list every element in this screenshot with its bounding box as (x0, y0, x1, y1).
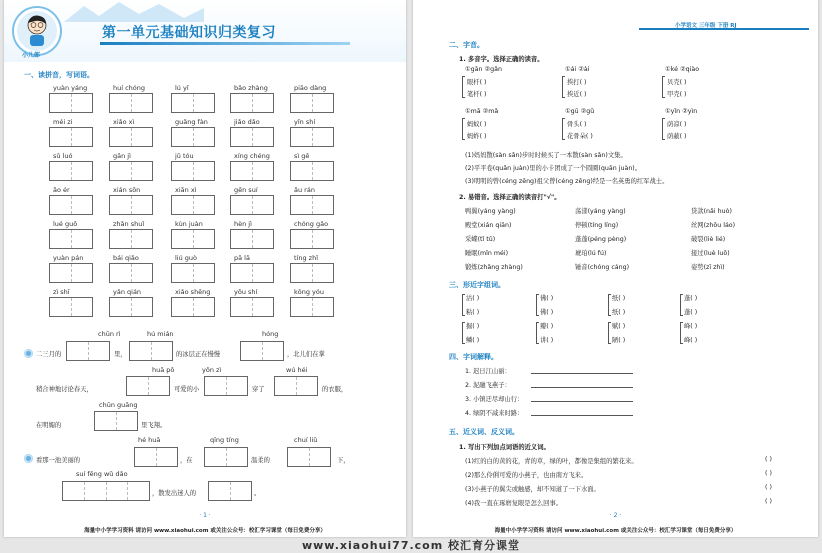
pronunciation-item: 蓬蓬(péng pèng) (575, 236, 627, 243)
writing-box[interactable] (230, 263, 274, 283)
paragraph-text: 二三月的 (36, 351, 62, 358)
brace-mark (462, 118, 465, 140)
answer-parentheses: ( ) (765, 470, 772, 477)
pinyin-label: jiǎo dǎo (234, 118, 260, 126)
footer: 海量中小学学习资料 请访问 www.xiaohui.com 或关注公众号：校汇学习课堂（每日免费分享） (84, 528, 326, 534)
writing-box[interactable] (240, 341, 284, 361)
polyphone-item: 笔杆( ) (467, 91, 487, 98)
left-page (4, 0, 406, 537)
pinyin-label: bǎo zhàng (234, 84, 268, 92)
pinyin-label: méi zi (53, 118, 73, 126)
writing-box[interactable] (230, 297, 274, 317)
writing-box[interactable] (290, 161, 334, 181)
writing-box[interactable] (49, 161, 93, 181)
pinyin-label: chūn guāng (99, 401, 138, 409)
writing-box[interactable] (230, 93, 274, 113)
pinyin-label: sì gē (294, 152, 310, 160)
paragraph-text: 穿了 (252, 386, 265, 393)
brace-mark (680, 294, 683, 316)
flower-icon (24, 454, 33, 463)
paragraph-text: 。 (254, 490, 261, 497)
paragraph-text: ，散发出迷人的 (152, 490, 197, 497)
avatar-boy-icon (21, 12, 53, 48)
section-title: 四、字词解释。 (449, 353, 498, 361)
polyphone-item: 花骨朵( ) (567, 133, 593, 140)
paragraph-text: 的衣服， (322, 386, 348, 393)
header-mountain-decoration (64, 0, 204, 22)
pronunciation-item: 锤音(chóng cáng) (575, 264, 630, 271)
pronunciation-item: 锻炼(zhǎng zhàng) (465, 264, 523, 271)
brace-mark (608, 322, 611, 344)
pinyin-label: suí fēng wǔ dǎo (76, 470, 128, 478)
writing-box[interactable] (204, 376, 248, 396)
paragraph-text: ，北儿们在掌 (287, 351, 325, 358)
writing-box[interactable] (171, 297, 215, 317)
brace-mark (462, 294, 465, 316)
pinyin-label: sǔ luó (53, 152, 73, 160)
brace-mark (680, 322, 683, 344)
writing-box[interactable] (290, 297, 334, 317)
writing-box[interactable] (134, 447, 178, 467)
pinyin-label: yuàn pán (53, 254, 84, 262)
pinyin-label: yōu shí (234, 288, 258, 296)
polyphone-sentence: (3)明明的曾(céng zēng)祖父曾(céng zēng)经是一名英勇的红军战士。 (465, 178, 669, 185)
polyphone-options: ①mā ②mǎ (465, 108, 499, 115)
pinyin-label: chóng gǎo (294, 220, 329, 228)
writing-box[interactable] (49, 229, 93, 249)
polyphone-item: 荫蔽( ) (667, 133, 687, 140)
similar-char-item: 纸( ) (612, 295, 626, 302)
polyphone-item: 挨近( ) (567, 91, 587, 98)
similar-char-item: 赋( ) (612, 323, 626, 330)
similar-char-item: 蓬( ) (684, 309, 698, 316)
title-underline (100, 42, 350, 45)
answer-parentheses: ( ) (765, 484, 772, 491)
pinyin-label: zì shī (53, 288, 70, 296)
writing-box[interactable] (171, 161, 215, 181)
pinyin-label: huí chóng (113, 84, 146, 92)
writing-box[interactable] (109, 229, 153, 249)
similar-char-item: 讲( ) (540, 337, 554, 344)
paragraph-text: 可爱的小 (174, 386, 200, 393)
pronunciation-item: 殿堂(xián qiān) (465, 222, 512, 229)
pinyin-label: gēn suí (234, 186, 258, 194)
pinyin-label: chuí liǔ (294, 436, 318, 444)
brace-mark (662, 76, 665, 98)
pronunciation-item: 睡眠(mǐn méi) (465, 250, 509, 257)
writing-box[interactable] (208, 481, 252, 501)
writing-box[interactable] (290, 263, 334, 283)
flower-icon (24, 349, 33, 358)
section-title: 二、字音。 (449, 41, 484, 49)
pinyin-label: yǎn qián (113, 288, 142, 296)
question-title: 2. 易错音。选择正确的读音打"√"。 (459, 194, 561, 201)
brace-mark (562, 76, 565, 98)
pinyin-label: yǐn shí (294, 118, 316, 126)
polyphone-item: 骨头( ) (567, 121, 587, 128)
writing-box[interactable] (49, 93, 93, 113)
writing-box[interactable] (126, 376, 170, 396)
synonym-item: (4)我一直在琢磨复眼是怎么回事。 (465, 500, 563, 507)
paragraph-text: 看那一池美丽的 (36, 457, 81, 464)
polyphone-options: ①gān ②gǎn (465, 66, 502, 73)
brace-mark (608, 294, 611, 316)
pronunciation-item: 鸭翼(yáng yàng) (465, 208, 516, 215)
paragraph-text: 的冰层正在慢慢 (176, 351, 221, 358)
pronunciation-item: 破裂(liè lié) (691, 236, 726, 243)
similar-char-item: 佛( ) (540, 295, 554, 302)
synonym-item: (3)小燕子的翼尖或触感，却不知道了一下水面。 (465, 486, 600, 493)
watermark: www.xiaohui77.com 校汇育分课堂 (301, 539, 521, 552)
writing-box[interactable] (274, 376, 318, 396)
similar-char-item: 粘( ) (466, 309, 480, 316)
pinyin-label: hé huā (138, 436, 161, 444)
pinyin-label: xiǎo shēng (175, 288, 211, 296)
writing-box[interactable] (171, 195, 215, 215)
writing-box[interactable] (171, 229, 215, 249)
polyphone-options: ①ké ②qiào (665, 66, 700, 73)
polyphone-sentence: (1)妈妈散(sàn sǎn)步时时候买了一本散(sàn sǎn)文集。 (465, 152, 627, 159)
similar-char-item: 纸( ) (612, 309, 626, 316)
explanation-item: 3. 小镇迂尽却山行： (465, 396, 524, 403)
explanation-item: 2. 泥融飞燕子： (465, 382, 511, 389)
header-tag-text: 小学语文 三年级 下册 RJ (675, 23, 737, 29)
page-number: · 2 · (609, 512, 622, 519)
writing-box[interactable] (109, 195, 153, 215)
pinyin-label: kùn juàn (175, 220, 203, 228)
writing-box[interactable] (230, 161, 274, 181)
answer-line[interactable] (531, 415, 633, 416)
explanation-item: 4. 绿阴不减来时路： (465, 410, 524, 417)
question-title: 1. 写出下列加点词语的近义词。 (459, 444, 550, 451)
polyphone-options: ①gū ②gǔ (565, 108, 595, 115)
writing-box[interactable] (94, 411, 138, 431)
similar-char-item: 掘( ) (466, 323, 480, 330)
footer: 海量中小学学习资料 请访问 www.xiaohui.com 或关注公众号：校汇学习课堂（每日免费分享） (494, 528, 737, 534)
polyphone-item: 蚂蚁( ) (467, 121, 487, 128)
writing-box[interactable] (109, 93, 153, 113)
page-title: 第一单元基础知识归类复习 (102, 25, 276, 41)
section-title: 五、近义词、反义词。 (449, 428, 519, 436)
pinyin-label: xiǎo xì (113, 118, 135, 126)
avatar-label: 小儿郎 (22, 52, 41, 59)
pinyin-label: xíng chéng (234, 152, 270, 160)
pronunciation-item: 荡漾(yáng yàng) (575, 208, 626, 215)
pinyin-label: lú yǐ (175, 84, 189, 92)
writing-box[interactable] (129, 341, 173, 361)
similar-char-item: 峰( ) (684, 323, 698, 330)
pinyin-label: yuàn yáng (53, 84, 88, 92)
similar-char-item: 峰( ) (684, 337, 698, 344)
writing-box[interactable] (287, 447, 331, 467)
pinyin-label: lué guǒ (53, 220, 78, 228)
pinyin-label: guǎng fàn (175, 118, 208, 126)
writing-box[interactable] (171, 263, 215, 283)
writing-box[interactable] (171, 93, 215, 113)
answer-line[interactable] (531, 401, 633, 402)
polyphone-item: 甲壳( ) (667, 91, 687, 98)
answer-parentheses: ( ) (765, 498, 772, 505)
paragraph-text: ，在 (180, 457, 193, 464)
pinyin-label: piāo dàng (294, 84, 327, 92)
writing-box[interactable] (49, 263, 93, 283)
writing-box[interactable] (109, 161, 153, 181)
section-title: 一、读拼音，写词语。 (24, 71, 94, 79)
polyphone-item: 挨打( ) (567, 79, 587, 86)
answer-parentheses: ( ) (765, 456, 772, 463)
polyphone-item: 眼杆( ) (467, 79, 487, 86)
writing-box[interactable] (49, 297, 93, 317)
polyphone-item: 贝壳( ) (667, 79, 687, 86)
paragraph-text: 里， (114, 351, 127, 358)
polyphone-item: 荫凉( ) (667, 121, 687, 128)
writing-box[interactable] (109, 263, 153, 283)
pronunciation-item: 采蝶(tǐ tǔ) (465, 236, 496, 243)
pronunciation-item: 姿势(zī zhì) (691, 264, 725, 271)
writing-box[interactable] (171, 127, 215, 147)
pronunciation-item: 琥珀(lú fú) (575, 250, 607, 257)
writing-box[interactable] (290, 229, 334, 249)
brace-mark (536, 322, 539, 344)
pinyin-label: jǔ tóu (175, 152, 194, 160)
pronunciation-item: 停顿(tíng líng) (575, 222, 619, 229)
page-number: · 1 · (199, 512, 211, 519)
writing-box[interactable] (62, 481, 150, 501)
pronunciation-item: 贷款(nǎi huò) (691, 208, 732, 215)
answer-line[interactable] (531, 387, 633, 388)
writing-box[interactable] (109, 127, 153, 147)
synonym-item: (2)那么伶俐可爱的小燕子，也由南方飞来。 (465, 472, 588, 479)
writing-box[interactable] (109, 297, 153, 317)
polyphone-item: 蚂蚱( ) (467, 133, 487, 140)
writing-box[interactable] (49, 127, 93, 147)
pinyin-label: wú héi (286, 366, 308, 374)
pronunciation-item: 丝网(zhōu láo) (691, 222, 736, 229)
pinyin-label: pā lā (234, 254, 250, 262)
brace-mark (462, 76, 465, 98)
paragraph-text: 在明媚的 (36, 422, 62, 429)
pinyin-label: gān jì (113, 152, 131, 160)
pinyin-label: xián sōn (113, 186, 141, 194)
pinyin-label: zhǎn shuǐ (113, 220, 145, 228)
paragraph-text: 温柔的 (251, 457, 270, 464)
pinyin-label: hú mián (147, 330, 174, 338)
pinyin-label: hóng (262, 330, 279, 338)
writing-box[interactable] (290, 127, 334, 147)
pinyin-label: yǒn zì (202, 366, 222, 374)
pronunciation-item: 接过(luè luō) (691, 250, 730, 257)
section-title: 三、形近字组词。 (449, 281, 505, 289)
question-title: 1. 多音字。选择正确的读音。 (459, 56, 544, 63)
brace-mark (536, 294, 539, 316)
synonym-item: (1)红的白的黄的花，青的草，绿的叶，都像是集组的繁花来。 (465, 458, 638, 465)
explanation-item: 1. 迟日江山丽： (465, 368, 511, 375)
pinyin-label: qīng tíng (210, 436, 239, 444)
paragraph-text: 里飞翔。 (141, 422, 167, 429)
brace-mark (462, 322, 465, 344)
writing-box[interactable] (290, 195, 334, 215)
writing-box[interactable] (49, 195, 93, 215)
paragraph-text: 下， (337, 457, 350, 464)
pinyin-label: ǎu rán (294, 186, 315, 194)
polyphone-sentence: (2)平平卷(quǎn juàn)里的小卡团成了一个圆圈(quān juàn)。 (465, 165, 642, 172)
brace-mark (662, 118, 665, 140)
pinyin-label: xiān xì (175, 186, 197, 194)
polyphone-options: ①yǐn ②yìn (665, 108, 698, 115)
writing-box[interactable] (230, 229, 274, 249)
right-page (413, 0, 818, 537)
answer-line[interactable] (531, 373, 633, 374)
writing-box[interactable] (290, 93, 334, 113)
similar-char-item: 佛( ) (540, 309, 554, 316)
polyphone-options: ①ái ②ài (565, 66, 590, 73)
pinyin-label: kōng yóu (294, 288, 324, 296)
similar-char-item: 瓣( ) (540, 323, 554, 330)
writing-box[interactable] (230, 195, 274, 215)
pinyin-label: hèn jì (234, 220, 252, 228)
pinyin-label: chūn rì (98, 330, 121, 338)
similar-char-item: 蓬( ) (684, 295, 698, 302)
brace-mark (562, 118, 565, 140)
writing-box[interactable] (66, 341, 110, 361)
similar-char-item: 鳞( ) (466, 337, 480, 344)
pinyin-label: huā pō (152, 366, 175, 374)
writing-box[interactable] (204, 447, 248, 467)
pinyin-label: tíng zhǐ (294, 254, 319, 262)
similar-char-item: 沽( ) (466, 295, 480, 302)
paragraph-text: 稍合神地讨论春天， (36, 386, 93, 393)
similar-char-item: 陋( ) (612, 337, 626, 344)
pinyin-label: ǎo ér (53, 186, 70, 194)
writing-box[interactable] (230, 127, 274, 147)
pinyin-label: bái qiǎo (113, 254, 139, 262)
pinyin-label: liú guò (175, 254, 198, 262)
